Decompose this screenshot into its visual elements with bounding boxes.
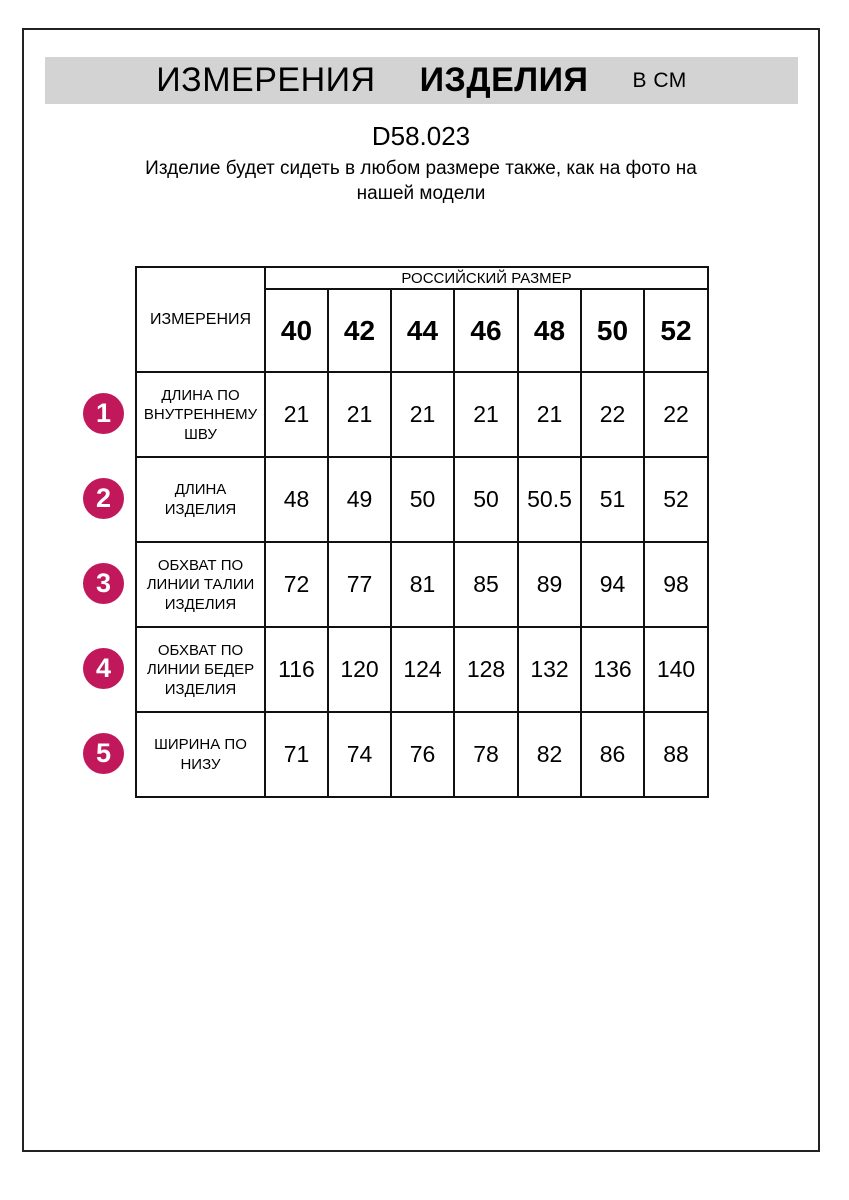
measurement-value: 50 <box>454 457 518 542</box>
measurement-value: 136 <box>581 627 644 712</box>
measurement-label: ОБХВАТ ПО ЛИНИИ БЕДЕР ИЗДЕЛИЯ <box>136 627 265 712</box>
measurement-value: 89 <box>518 542 581 627</box>
size-header-cell: 40 <box>265 289 328 372</box>
measurement-value: 132 <box>518 627 581 712</box>
size-header-cell: 52 <box>644 289 708 372</box>
title-bar <box>45 57 798 104</box>
title-word-product: ИЗДЕЛИЯ <box>419 61 589 99</box>
table-row <box>136 457 708 542</box>
title-units: В СМ <box>632 68 687 92</box>
table-row <box>136 372 708 457</box>
table-row <box>136 627 708 712</box>
size-header-cell: 48 <box>518 289 581 372</box>
measurement-value: 94 <box>581 542 644 627</box>
row-number-badge: 2 <box>83 478 124 519</box>
measurement-value: 21 <box>328 372 391 457</box>
measurement-value: 86 <box>581 712 644 797</box>
measurement-value: 116 <box>265 627 328 712</box>
measurement-value: 48 <box>265 457 328 542</box>
measurement-value: 21 <box>454 372 518 457</box>
measurement-label: ОБХВАТ ПО ЛИНИИ ТАЛИИ ИЗДЕЛИЯ <box>136 542 265 627</box>
measurement-label: ДЛИНА ИЗДЕЛИЯ <box>136 457 265 542</box>
measurement-value: 128 <box>454 627 518 712</box>
measurement-value: 21 <box>391 372 454 457</box>
size-table-container <box>95 266 707 798</box>
measurement-label: ДЛИНА ПО ВНУТРЕННЕМУ ШВУ <box>136 372 265 457</box>
measurement-value: 71 <box>265 712 328 797</box>
measurement-value: 72 <box>265 542 328 627</box>
table-row <box>136 712 708 797</box>
measurement-value: 22 <box>581 372 644 457</box>
measurement-value: 88 <box>644 712 708 797</box>
measurement-value: 74 <box>328 712 391 797</box>
measurement-value: 50 <box>391 457 454 542</box>
measurement-value: 52 <box>644 457 708 542</box>
row-number-badge: 1 <box>83 393 124 434</box>
measurement-value: 77 <box>328 542 391 627</box>
size-group-header-cell: РОССИЙСКИЙ РАЗМЕР <box>265 267 708 289</box>
corner-header-cell: ИЗМЕРЕНИЯ <box>136 267 265 372</box>
size-header-cell: 46 <box>454 289 518 372</box>
measurement-value: 140 <box>644 627 708 712</box>
measurement-value: 82 <box>518 712 581 797</box>
measurement-value: 124 <box>391 627 454 712</box>
product-code: D58.023 <box>371 121 471 151</box>
size-header-cell: 44 <box>391 289 454 372</box>
row-number-badge: 3 <box>83 563 124 604</box>
measurement-value: 50.5 <box>518 457 581 542</box>
row-number-badge: 4 <box>83 648 124 689</box>
fit-note: Изделие будет сидеть в любом размере также, как на фото на нашей модели <box>145 158 697 204</box>
measurement-value: 78 <box>454 712 518 797</box>
size-table <box>135 266 709 798</box>
size-header-cell: 42 <box>328 289 391 372</box>
measurement-value: 49 <box>328 457 391 542</box>
measurement-label: ШИРИНА ПО НИЗУ <box>136 712 265 797</box>
measurement-value: 76 <box>391 712 454 797</box>
document-page <box>22 28 820 1152</box>
size-header-cell: 50 <box>581 289 644 372</box>
measurement-value: 81 <box>391 542 454 627</box>
row-number-badge: 5 <box>83 733 124 774</box>
measurement-value: 120 <box>328 627 391 712</box>
table-group-header-row <box>136 267 708 289</box>
measurement-value: 51 <box>581 457 644 542</box>
measurement-value: 21 <box>518 372 581 457</box>
measurement-value: 21 <box>265 372 328 457</box>
title-word-measurements: ИЗМЕРЕНИЯ <box>156 61 376 99</box>
measurement-value: 98 <box>644 542 708 627</box>
measurement-value: 85 <box>454 542 518 627</box>
table-row <box>136 542 708 627</box>
measurement-value: 22 <box>644 372 708 457</box>
